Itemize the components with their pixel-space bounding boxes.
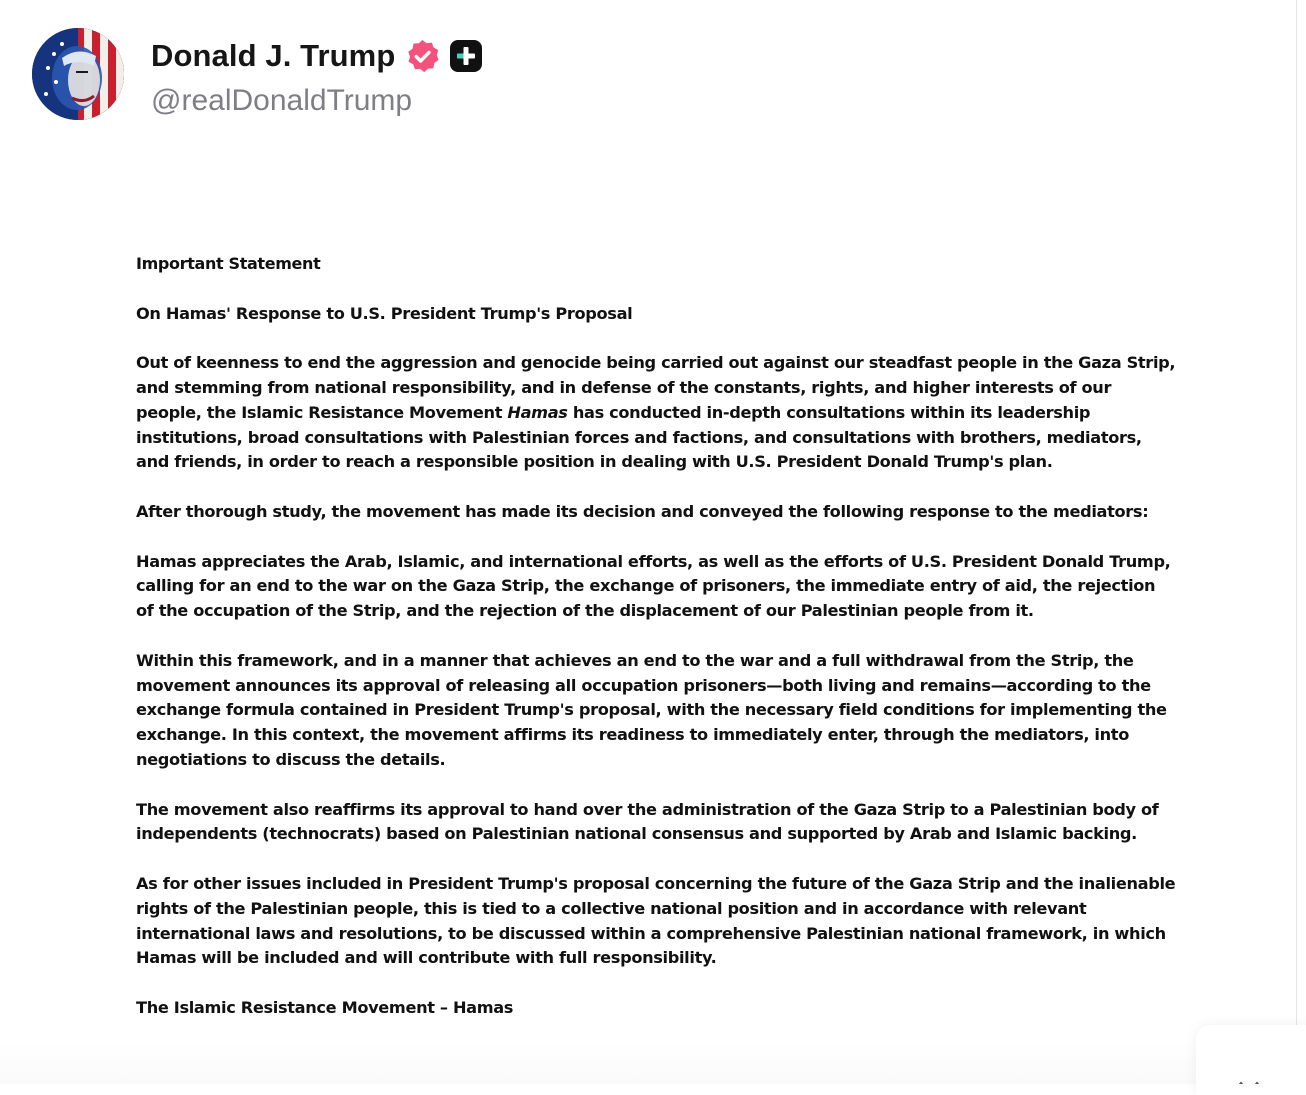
- display-name-row: [151, 34, 483, 78]
- statement-text-block: [136, 252, 1176, 1046]
- avatar-flag-portrait-icon: [32, 28, 124, 120]
- post-header: [32, 28, 732, 124]
- author-display-name[interactable]: Donald J. Trump: [151, 38, 396, 73]
- right-divider: [1296, 0, 1297, 1084]
- statement-signature: The Islamic Resistance Movement – Hamas: [136, 997, 514, 1017]
- statement-image[interactable]: [0, 150, 1296, 1084]
- statement-paragraph-5: The movement also reaffirms its approval to hand over the administration of the Gaza Strip to a Palestinian body of independents (technocrats) based on Palestinian national consensus and supported by Arab and Islamic backing.: [136, 799, 1159, 844]
- paragraph-1-part-a: Out of keenness to end the aggression and genocide being carried out against our steadfast people in the Gaza Strip, and stemming from national responsibility, and in defense of the constants, rights, and higher interests of our people, the Islamic Resistance Movement: [136, 353, 1176, 422]
- author-avatar[interactable]: [32, 28, 124, 120]
- statement-paragraph-4: Within this framework, and in a manner that achieves an end to the war and a full withdrawal from the Strip, the movement announces its approval of releasing all occupation prisoners—both living and remains—according to the exchange formula contained in President Trump's proposal, with the necessary field conditions for implementing the exchange. In this context, the movement affirms its readiness to immediately enter, through the mediators, into negotiations to discuss the details.: [136, 650, 1167, 769]
- statement-paragraph-1: [136, 351, 1176, 475]
- chevron-up-icon[interactable]: [1232, 1076, 1266, 1084]
- paragraph-1-part-b: has conducted in-depth consultations within its leadership institutions, broad consultations with Palestinian forces and factions, and consultations with brothers, mediators, and friends, in order to reach a responsible position in dealing with U.S. President Donald Trump's plan.: [136, 402, 1142, 472]
- plus-badge-icon: [449, 39, 483, 73]
- statement-title: Important Statement: [136, 254, 321, 273]
- verified-badge-icon: [404, 38, 441, 75]
- statement-paragraph-3: Hamas appreciates the Arab, Islamic, and international efforts, as well as the efforts of U.S. President Donald Trump, calling for an end to the war on the Gaza Strip, the exchange of prisoners, the immediate entry of aid, the rejection of the occupation of the Strip, and the rejection of the displacement of our Palestinian people from it.: [136, 551, 1171, 621]
- paragraph-1-hamas-italic: Hamas: [507, 402, 568, 422]
- statement-paragraph-6: As for other issues included in President Trump's proposal concerning the future of the Gaza Strip and the inalienable rights of the Palestinian people, this is tied to a collective national position and in accordance with relevant international laws and resolutions, to be discussed within a comprehensive Palestinian national framework, in which Hamas will be included and will contribute with full responsibility.: [136, 873, 1176, 968]
- statement-paragraph-2: After thorough study, the movement has made its decision and conveyed the following response to the mediators:: [136, 501, 1149, 521]
- statement-subtitle: On Hamas' Response to U.S. President Trump's Proposal: [136, 303, 633, 323]
- floating-action-card[interactable]: [1196, 1025, 1306, 1095]
- bottom-fade: [0, 1040, 1296, 1084]
- author-handle[interactable]: @realDonaldTrump: [151, 84, 413, 117]
